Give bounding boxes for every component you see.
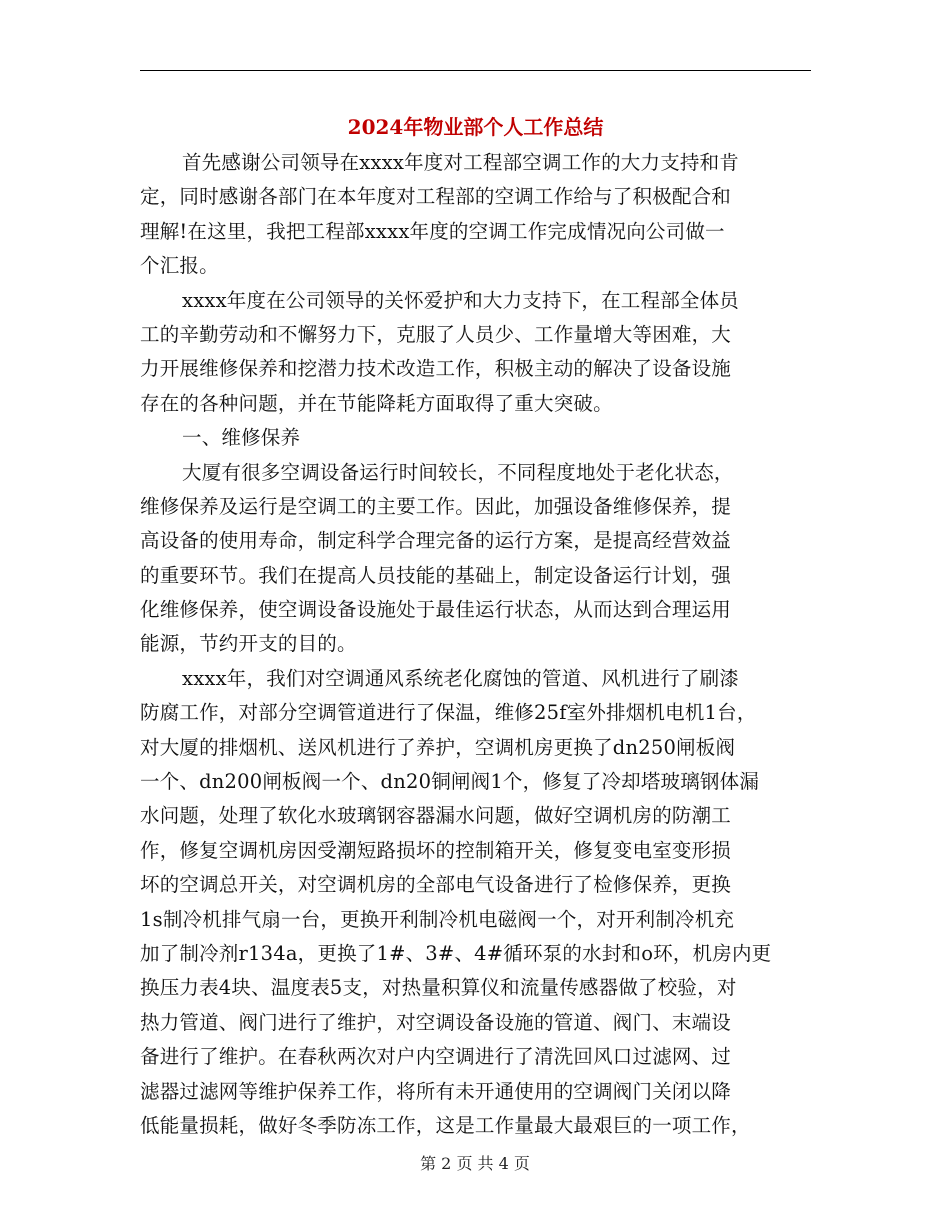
text-line: 能源，节约开支的目的。 — [140, 632, 357, 656]
text-line: 对大厦的排烟机、送风机进行了养护，空调机房更换了dn250闸板阀 — [140, 735, 736, 759]
text-line: 坏的空调总开关，对空调机房的全部电气设备进行了检修保养，更换 — [140, 873, 732, 897]
page-footer: 第 2 页 共 4 页 — [420, 1154, 530, 1173]
text-line: 理解!在这里，我把工程部xxxx年度的空调工作完成情况向公司做一 — [140, 219, 725, 243]
text-line: 换压力表4块、温度表5支，对热量积算仪和流量传感器做了校验，对 — [140, 976, 737, 1000]
text-line: 维修保养及运行是空调工的主要工作。因此，加强设备维修保养，提 — [140, 494, 732, 518]
text-line: 热力管道、阀门进行了维护，对空调设备设施的管道、阀门、末端设 — [140, 1010, 732, 1034]
text-line: 1s制冷机排气扇一台，更换开利制冷机电磁阀一个，对开利制冷机充 — [140, 907, 735, 931]
text-line: 个汇报。 — [140, 254, 219, 278]
document-body — [140, 146, 830, 1143]
text-line: 水问题，处理了软化水玻璃钢容器漏水问题，做好空调机房的防潮工 — [140, 804, 732, 828]
text-line: 滤器过滤网等维护保养工作，将所有未开通使用的空调阀门关闭以降 — [140, 1079, 732, 1103]
header-rule — [140, 70, 811, 71]
text-line: 高设备的使用寿命，制定科学合理完备的运行方案，是提高经营效益 — [140, 529, 732, 553]
text-line: 首先感谢公司领导在xxxx年度对工程部空调工作的大力支持和肯 — [182, 151, 739, 174]
text-line: 力开展维修保养和挖潜力技术改造工作，积极主动的解决了设备设施 — [140, 357, 732, 381]
text-line: xxxx年度在公司领导的关怀爱护和大力支持下，在工程部全体员 — [182, 288, 739, 312]
text-line: 的重要环节。我们在提高人员技能的基础上，制定设备运行计划，强 — [140, 563, 732, 587]
text-line: 低能量损耗，做好冬季防冻工作，这是工作量最大最艰巨的一项工作， — [140, 1113, 751, 1137]
text-line: 备进行了维护。在春秋两次对户内空调进行了清洗回风口过滤网、过 — [140, 1045, 732, 1069]
text-line: 一、维修保养 — [182, 426, 301, 450]
text-line: 存在的各种问题，并在节能降耗方面取得了重大突破。 — [140, 391, 613, 415]
text-line: xxxx年，我们对空调通风系统老化腐蚀的管道、风机进行了刷漆 — [182, 666, 739, 690]
text-line: 作，修复空调机房因受潮短路损坏的控制箱开关，修复变电室变形损 — [140, 838, 732, 862]
text-line: 工的辛勤劳动和不懈努力下，克服了人员少、工作量增大等困难，大 — [140, 322, 732, 346]
text-line: 大厦有很多空调设备运行时间较长，不同程度地处于老化状态， — [182, 460, 734, 484]
text-line: 防腐工作，对部分空调管道进行了保温，维修25f室外排烟机电机1台， — [140, 701, 757, 725]
document-title: 2024年物业部个人工作总结 — [347, 115, 604, 139]
text-line: 化维修保养，使空调设备设施处于最佳运行状态，从而达到合理运用 — [140, 598, 732, 622]
text-line: 定，同时感谢各部门在本年度对工程部的空调工作给与了积极配合和 — [140, 185, 732, 209]
text-line: 加了制冷剂r134a，更换了1#、3#、4#循环泵的水封和o环，机房内更 — [140, 941, 772, 965]
text-line: 一个、dn200闸板阀一个、dn20铜闸阀1个，修复了冷却塔玻璃钢体漏 — [140, 770, 760, 794]
